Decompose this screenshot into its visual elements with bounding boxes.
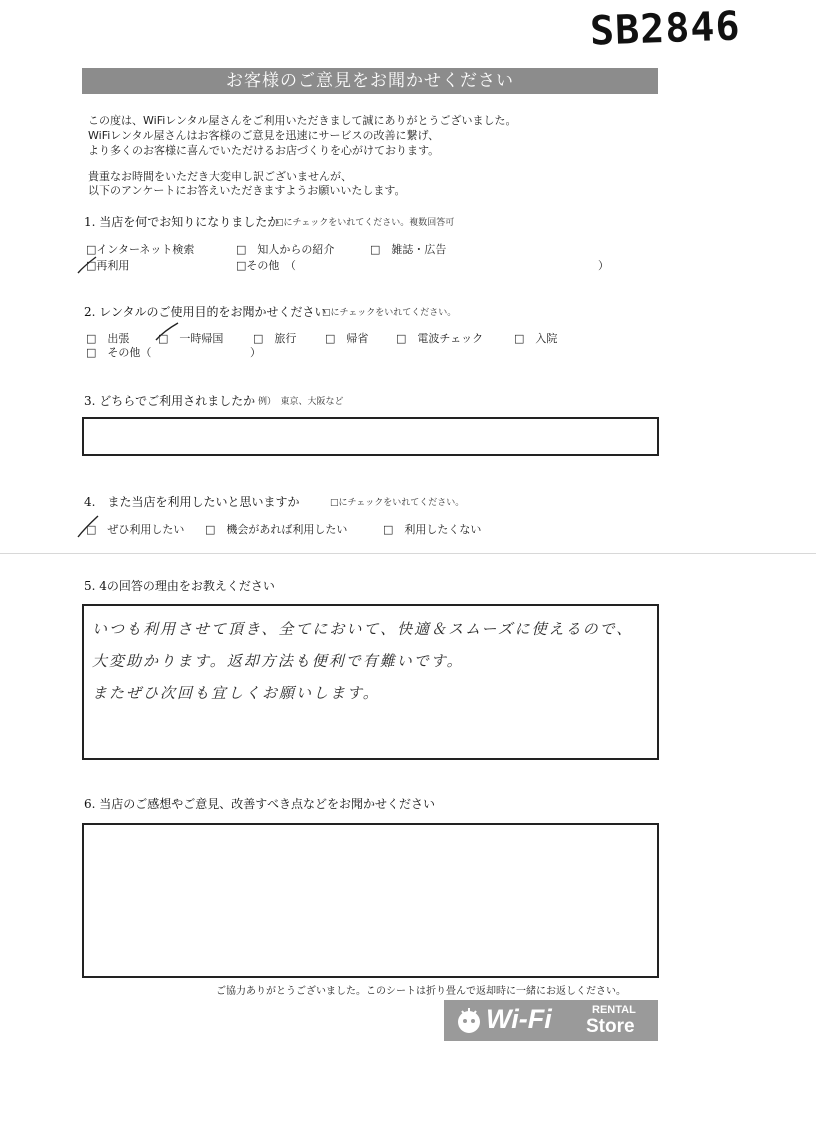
logo-rental-text: RENTAL (592, 1004, 636, 1016)
q4-note: □にチェックをいれてください。 (330, 498, 465, 508)
q4-option-no[interactable]: □ 利用したくない (383, 523, 482, 536)
q5-answer-line-1: いつも利用させて頂き、全てにおいて、快適＆スムーズに使えるので、 (92, 620, 634, 638)
intro-line-4: 貴重なお時間をいただき大変申し訳ございませんが、 (88, 170, 352, 183)
q1-option-magazine[interactable]: □ 雑誌・広告 (370, 243, 447, 256)
q2-option-hospital[interactable]: □ 入院 (514, 332, 558, 345)
q5-heading: 5. 4の回答の理由をお教えください (84, 579, 275, 593)
intro-line-5: 以下のアンケートにお答えいただきますようお願いいたします。 (88, 184, 406, 197)
q1-heading: 1. 当店を何でお知りになりましたか (84, 215, 280, 229)
q1-reuse-checkmark-icon (76, 254, 98, 276)
q1-option-referral[interactable]: □ 知人からの紹介 (236, 243, 335, 256)
q2-other-close: ） (250, 346, 261, 359)
q4-option-maybe[interactable]: □ 機会があれば利用したい (205, 523, 348, 536)
q1-other-close: ） (598, 259, 609, 272)
q4-heading: 4. また当店を利用したいと思いますか (84, 495, 300, 509)
q4-definitely-checkmark-icon (76, 514, 100, 540)
q2-heading: 2. レンタルのご使用目的をお聞かせください (84, 305, 327, 319)
intro-line-1: この度は、WiFiレンタル屋さんをご利用いただきまして誠にありがとうございました。 (88, 114, 517, 127)
q1-option-reuse[interactable]: □再利用 (86, 259, 130, 272)
q6-heading: 6. 当店のご感想やご意見、改善すべき点などをお聞かせください (84, 797, 436, 811)
q2-option-homecoming[interactable]: □ 帰省 (325, 332, 369, 345)
wifi-store-logo (444, 1000, 658, 1041)
q1-note: □にチェックをいれてください。複数回答可 (275, 218, 455, 228)
q1-option-internet[interactable]: □インターネット検索 (86, 243, 195, 256)
q1-option-other[interactable]: □その他 （ (236, 259, 296, 272)
q3-example: 例） 東京、大阪など (258, 397, 344, 407)
q3-heading: 3. どちらでご利用されましたか (84, 394, 256, 408)
q6-answer-box[interactable] (82, 823, 659, 978)
q3-answer-box[interactable] (82, 417, 659, 456)
q5-answer-line-3: またぜひ次回も宜しくお願いします。 (92, 684, 380, 702)
q5-answer-line-2: 大変助かります。返却方法も便利で有難いです。 (92, 652, 464, 670)
logo-store-text: Store (586, 1016, 635, 1037)
intro-line-3: より多くのお客様に喜んでいただけるお店づくりを心がけております。 (88, 144, 440, 157)
q2-note: □にチェックをいれてください。 (322, 308, 457, 318)
logo-wifi-text: Wi-Fi (486, 1004, 552, 1034)
footer-note: ご協力ありがとうございました。このシートは折り畳んで返却時に一緒にお返しください。 (216, 986, 626, 997)
mascot-icon (454, 1005, 484, 1035)
q2-option-signal-check[interactable]: □ 電波チェック (396, 332, 484, 345)
fold-line (0, 553, 816, 554)
q4-option-definitely[interactable]: □ ぜひ利用したい (86, 523, 185, 536)
q2-option-return-home[interactable]: □ 一時帰国 (158, 332, 224, 345)
q2-option-travel[interactable]: □ 旅行 (253, 332, 297, 345)
intro-line-2: WiFiレンタル屋さんはお客様のご意見を迅速にサービスの改善に繋げ、 (88, 129, 440, 142)
q2-return-home-checkmark-icon (154, 321, 180, 343)
q2-option-other[interactable]: □ その他（ (86, 346, 152, 359)
q2-option-business[interactable]: □ 出張 (86, 332, 130, 345)
survey-title: お客様のご意見をお聞かせください (82, 68, 658, 94)
serial-number: SB2846 (589, 3, 742, 55)
